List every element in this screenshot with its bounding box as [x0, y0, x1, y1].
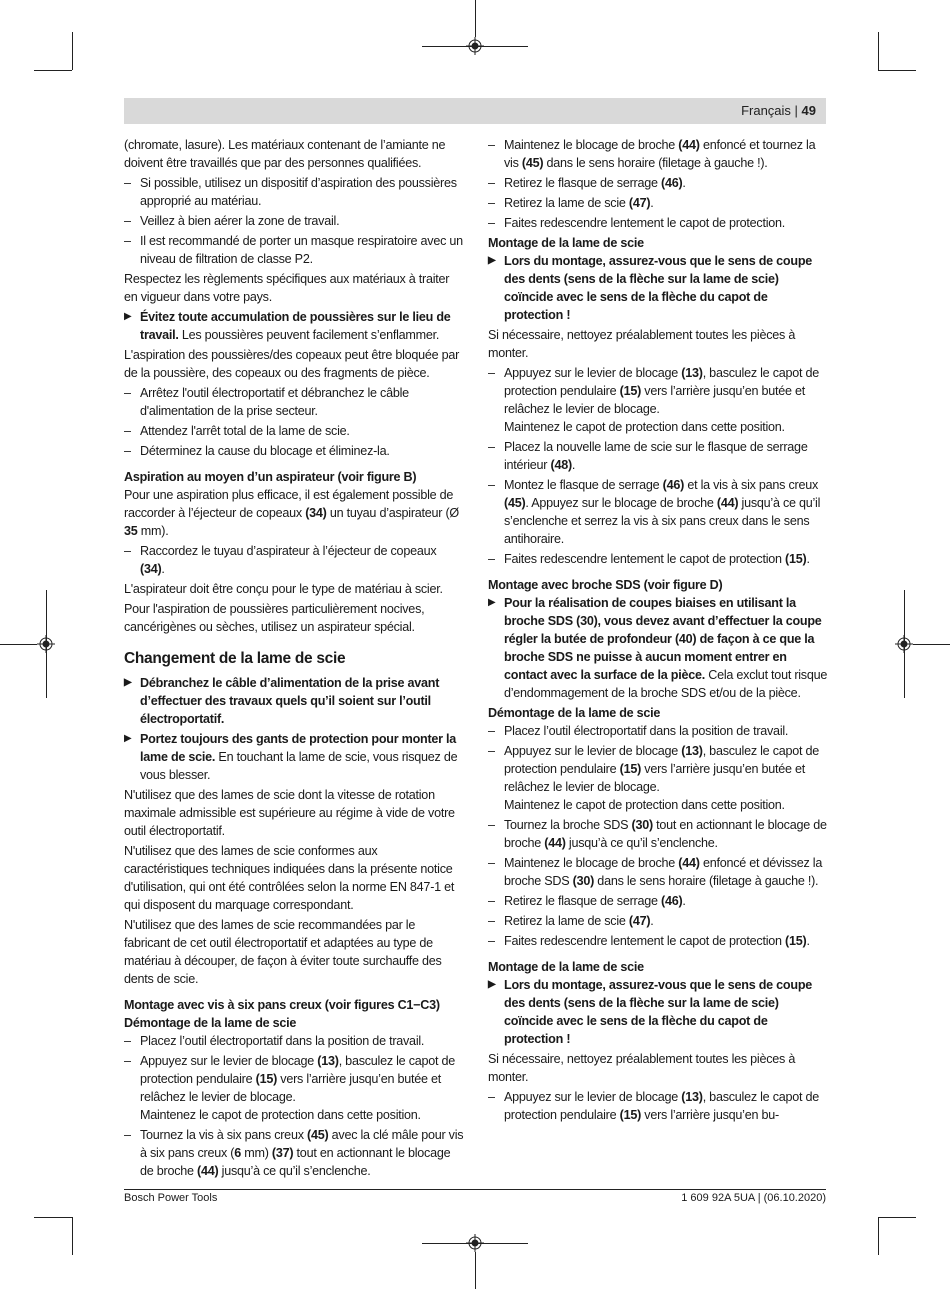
text: , basculez le capot de protection pendulaire: [504, 366, 820, 398]
text: jusqu’à ce qu’il s’enclenche.: [565, 836, 718, 850]
crop-mark: [878, 70, 916, 71]
list-item: – Placez l’outil électroportatif dans la position de travail.: [488, 722, 828, 740]
crop-mark: [475, 1252, 476, 1289]
text: , basculez le capot de protection pendulaire: [504, 744, 820, 776]
warning-text: Les poussières peuvent facilement s’enflammer.: [178, 328, 440, 342]
section-title: Changement de la lame de scie: [124, 650, 346, 667]
text: mm).: [137, 524, 169, 538]
text: enfoncé et dévissez la broche SDS: [504, 856, 823, 888]
ref-number: (15): [785, 552, 807, 566]
text: jusqu’à ce qu’il s’enclenche.: [218, 1164, 371, 1178]
text: dans le sens horaire (filetage à gauche !).: [543, 156, 768, 170]
paragraph: [124, 486, 464, 540]
page-number: 49: [801, 103, 816, 118]
section-heading: Démontage de la lame de scie: [124, 1016, 297, 1030]
text: Appuyez sur le levier de blocage: [504, 366, 682, 380]
text: Appuyez sur le levier de blocage: [140, 1054, 318, 1068]
ref-number: (30): [572, 874, 595, 888]
ref-number: (44): [197, 1164, 219, 1178]
list-item: [124, 1126, 464, 1180]
warning-bold: Évitez toute accumulation de poussières sur le lieu de travail.: [140, 310, 451, 342]
text: vers l’arrière jusqu’en butée et relâchez le levier de blocage.: [504, 762, 805, 794]
text: .: [571, 458, 576, 472]
crop-mark: [46, 590, 47, 698]
list-item: [488, 364, 828, 436]
ref-number: (15): [255, 1072, 278, 1086]
text: Maintenez le blocage de broche: [504, 138, 679, 152]
list-item: – Faites redescendre lentement le capot de protection.: [488, 214, 828, 232]
warning-bold: Portez toujours des gants de protection pour monter la lame de scie.: [140, 732, 457, 764]
list-item: [488, 550, 828, 568]
text: vers l’arrière jusqu’en bu-: [641, 1108, 779, 1122]
ref-number: (13): [681, 1090, 703, 1104]
paragraph: (chromate, lasure). Les matériaux contenant de l’amiante ne doivent être travaillés que par des personnes qualifiées.: [124, 138, 446, 170]
list-item: [124, 1052, 464, 1124]
crop-mark: [34, 1217, 72, 1218]
section-heading: Montage avec broche SDS (voir figure D): [488, 578, 723, 592]
section-heading: Démontage de la lame de scie: [488, 706, 661, 720]
ref-number: (15): [619, 1108, 642, 1122]
list-item: – Arrêtez l'outil électroportatif et débranchez le câble d'alimentation de la prise secteur.: [124, 384, 464, 420]
warning-bold: Pour la réalisation de coupes biaises en utilisant la broche SDS (30), vous devez avant d’effectuer la coupe régler la butée de profondeur (40) de façon à ce que la broche SDS ne puisse à aucun moment entrer en contact avec la surface de la pièce.: [504, 596, 822, 682]
list-item: [488, 854, 828, 890]
text: Tournez la broche SDS: [504, 818, 632, 832]
paragraph: Si nécessaire, nettoyez préalablement toutes les pièces à monter.: [488, 1052, 796, 1084]
section-heading: Montage avec vis à six pans creux (voir figures C1−C3): [124, 998, 440, 1012]
text: Retirez le flasque de serrage: [504, 894, 662, 908]
list-item: [488, 932, 828, 950]
ref-number: (15): [785, 934, 807, 948]
warning-item: ▶ Lors du montage, assurez-vous que le sens de coupe des dents (sens de la flèche sur la lame de scie) coïncide avec le sens de la flèche du capot de protection !: [488, 252, 828, 324]
list-item: [488, 816, 828, 852]
paragraph: Respectez les règlements spécifiques aux matériaux à traiter en vigueur dans votre pays.: [124, 272, 450, 304]
crop-mark: [0, 644, 37, 645]
list-item: – Attendez l'arrêt total de la lame de scie.: [124, 422, 464, 440]
list-item: [488, 1088, 828, 1124]
text: enfoncé et tournez la vis: [504, 138, 816, 170]
list-item: [488, 438, 828, 474]
text: Retirez la lame de scie: [504, 914, 629, 928]
warning-item: ▶ Lors du montage, assurez-vous que le sens de coupe des dents (sens de la flèche sur la lame de scie) coïncide avec le sens de la flèche du capot de protection !: [488, 976, 828, 1048]
ref-number: (46): [661, 894, 683, 908]
warning-item: [124, 308, 464, 344]
footer-divider: [124, 1189, 826, 1190]
ref-number: (44): [716, 496, 739, 510]
crop-mark: [72, 32, 73, 70]
text: Placez la nouvelle lame de scie sur le flasque de serrage intérieur: [504, 440, 808, 472]
text: , basculez le capot de protection pendulaire: [504, 1090, 820, 1122]
list-item: [124, 542, 464, 578]
list-item: [488, 742, 828, 814]
header-text: Français | 49: [741, 103, 816, 118]
crop-mark: [34, 70, 72, 71]
list-item: [488, 476, 828, 548]
footer-brand: Bosch Power Tools: [124, 1192, 218, 1204]
page-header: [124, 98, 826, 124]
text: Retirez le flasque de serrage: [504, 176, 662, 190]
text: dans le sens horaire (filetage à gauche !).: [594, 874, 819, 888]
text: Appuyez sur le levier de blocage: [504, 1090, 682, 1104]
ref-number: 6: [234, 1146, 241, 1160]
footer-code: 1 609 92A 5UA | (06.10.2020): [681, 1192, 826, 1204]
list-item: – Placez l’outil électroportatif dans la position de travail.: [124, 1032, 464, 1050]
ref-number: (48): [550, 458, 572, 472]
text: .: [650, 914, 654, 928]
paragraph: Pour l'aspiration de poussières particulièrement nocives, cancérigènes ou sèches, utilisez un aspirateur spécial.: [124, 602, 425, 634]
warning-text: Cela exclut tout risque d’endommagement de la broche SDS et/ou de la pièce.: [504, 668, 828, 700]
text: Montez le flasque de serrage: [504, 478, 663, 492]
text: .: [682, 176, 686, 190]
text: mm): [240, 1146, 272, 1160]
list-item: [488, 174, 828, 192]
text: un tuyau d’aspirateur (Ø: [326, 506, 459, 520]
warning-item: [488, 594, 828, 702]
crop-mark: [913, 644, 950, 645]
crop-mark: [72, 1217, 73, 1255]
paragraph: N'utilisez que des lames de scie dont la vitesse de rotation maximale admissible est supérieure au régime à vide de votre outil électroportatif.: [124, 788, 455, 838]
ref-number: (13): [681, 744, 703, 758]
text: Maintenez le capot de protection dans cette position.: [504, 798, 785, 812]
section-heading: Aspiration au moyen d’un aspirateur (voir figure B): [124, 470, 417, 484]
text: Maintenez le capot de protection dans cette position.: [504, 420, 785, 434]
text: Faites redescendre lentement le capot de protection: [504, 934, 786, 948]
section-heading: Montage de la lame de scie: [488, 960, 644, 974]
section-heading: Montage de la lame de scie: [488, 236, 644, 250]
ref-number: (45): [504, 496, 526, 510]
crop-mark: [422, 46, 528, 47]
crop-mark: [878, 1217, 916, 1218]
text: .: [806, 934, 810, 948]
text: Maintenez le capot de protection dans cette position.: [140, 1108, 421, 1122]
ref-number: (47): [628, 914, 651, 928]
warning-item: [124, 730, 464, 784]
ref-number: (44): [544, 836, 566, 850]
ref-number: (47): [628, 196, 651, 210]
ref-number: (34): [305, 506, 327, 520]
paragraph: N'utilisez que des lames de scie recommandées par le fabricant de cet outil électroportatif et adaptées au type de matériau à découper, de façon à éviter toute surchauffe des dents de scie.: [124, 918, 442, 986]
crop-mark: [422, 1243, 528, 1244]
ref-number: (46): [661, 176, 683, 190]
text: avec la clé mâle pour vis à six pans creux (: [140, 1128, 464, 1160]
list-item: [488, 912, 828, 930]
text: jusqu’à ce qu’il s’enclenche et serrez la vis à six pans creux dans le sens antihoraire.: [504, 496, 821, 546]
paragraph: Si nécessaire, nettoyez préalablement toutes les pièces à monter.: [488, 328, 796, 360]
ref-number: (45): [307, 1128, 329, 1142]
ref-number: (37): [271, 1146, 294, 1160]
text: vers l’arrière jusqu’en butée et relâchez le levier de blocage.: [504, 384, 805, 416]
list-item: – Si possible, utilisez un dispositif d’aspiration des poussières approprié au matériau.: [124, 174, 464, 210]
crop-mark: [475, 0, 476, 37]
text: Pour une aspiration plus efficace, il est également possible de raccorder à l’éjecteur de copeaux: [124, 488, 454, 520]
crop-mark: [878, 32, 879, 70]
list-item: [488, 136, 828, 172]
text: tout en actionnant le blocage de broche: [140, 1146, 451, 1178]
crop-mark: [904, 590, 905, 698]
text: , basculez le capot de protection pendulaire: [140, 1054, 456, 1086]
list-item: [488, 892, 828, 910]
crop-mark: [878, 1217, 879, 1255]
list-item: [488, 194, 828, 212]
ref-number: (45): [521, 156, 544, 170]
text: Faites redescendre lentement le capot de protection: [504, 552, 786, 566]
text: .: [682, 894, 686, 908]
text: tout en actionnant le blocage de broche: [504, 818, 827, 850]
ref-number: (13): [681, 366, 703, 380]
ref-number: (15): [619, 762, 642, 776]
paragraph: L'aspiration des poussières/des copeaux peut être bloquée par de la poussière, des copeaux ou des fragments de pièce.: [124, 348, 460, 380]
paragraph: N'utilisez que des lames de scie conformes aux caractéristiques techniques indiquées dans la présente notice d'utilisation, qui ont été contrôlées selon la norme EN 847-1 et qui disposent du marquage correspondant.: [124, 844, 455, 912]
warning-text: En touchant la lame de scie, vous risquez de vous blesser.: [140, 750, 458, 782]
text: . Appuyez sur le blocage de broche: [525, 496, 717, 510]
text: Retirez la lame de scie: [504, 196, 629, 210]
ref-number: (44): [678, 856, 700, 870]
text: Raccordez le tuyau d’aspirateur à l’éjecteur de copeaux: [140, 544, 437, 558]
ref-number: (34): [140, 562, 162, 576]
text: Tournez la vis à six pans creux: [140, 1128, 307, 1142]
text: Appuyez sur le levier de blocage: [504, 744, 682, 758]
text: .: [161, 562, 165, 576]
warning-item: ▶ Débranchez le câble d’alimentation de la prise avant d’effectuer des travaux quels qu’il soient sur l’outil électroportatif.: [124, 674, 464, 728]
text: Maintenez le blocage de broche: [504, 856, 679, 870]
paragraph: L'aspirateur doit être conçu pour le type de matériau à scier.: [124, 582, 443, 596]
text: .: [806, 552, 810, 566]
ref-number: (44): [678, 138, 700, 152]
text: vers l’arrière jusqu’en butée et relâchez le levier de blocage.: [140, 1072, 441, 1104]
ref-number: (46): [662, 478, 685, 492]
header-language: Français: [741, 103, 791, 118]
ref-number: (30): [631, 818, 653, 832]
list-item: – Veillez à bien aérer la zone de travail.: [124, 212, 464, 230]
left-column: [124, 136, 464, 1182]
ref-number: (13): [317, 1054, 339, 1068]
ref-number: 35: [124, 524, 138, 538]
list-item: – Déterminez la cause du blocage et éliminez-la.: [124, 442, 464, 460]
text: .: [650, 196, 654, 210]
list-item: – Il est recommandé de porter un masque respiratoire avec un niveau de filtration de classe P2.: [124, 232, 464, 268]
right-column: [488, 136, 828, 1126]
ref-number: (15): [619, 384, 642, 398]
text: et la vis à six pans creux: [684, 478, 819, 492]
